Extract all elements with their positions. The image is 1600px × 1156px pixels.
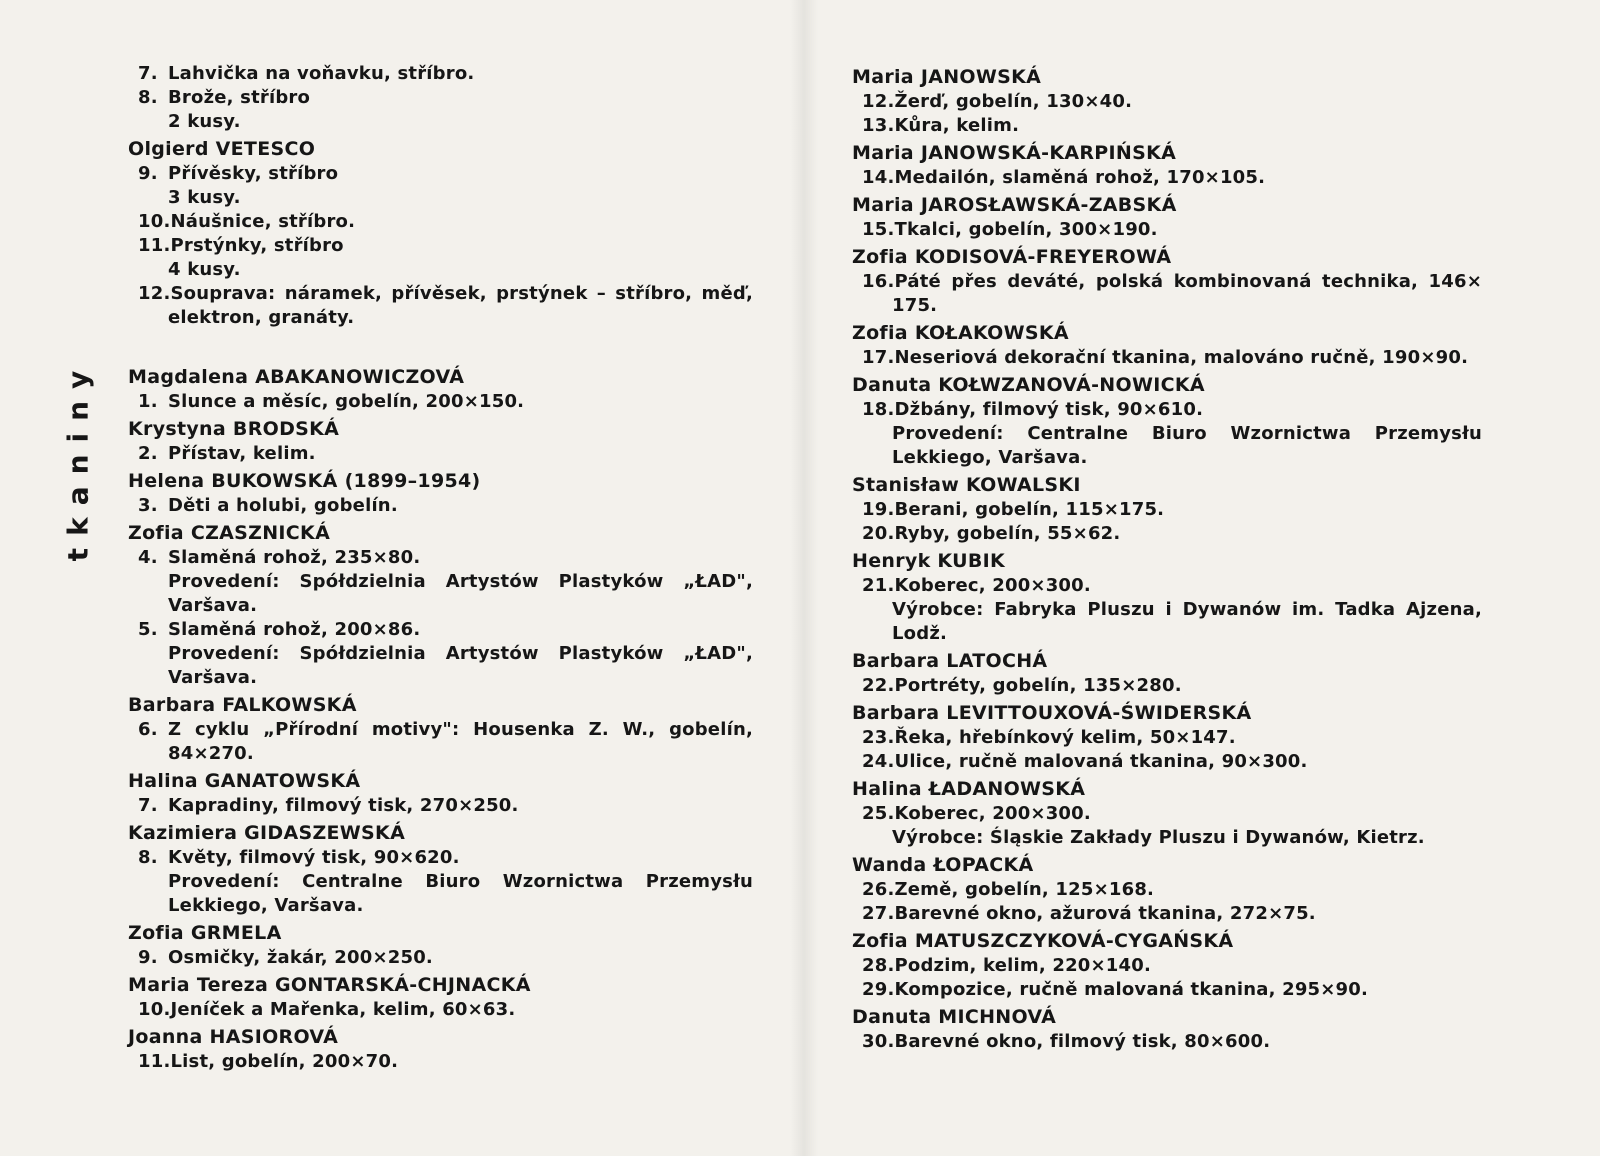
catalog-item: 8. Brože, stříbro <box>138 87 311 108</box>
catalog-item: 17.Neseriová dekorační tkanina, malováno ručně, 190×90. <box>862 347 1469 368</box>
artist-name: Kazimiera GIDASZEWSKÁ <box>128 822 406 844</box>
catalog-item: 6. Z cyklu „Přírodní motivy": Housenka Z. W., gobelín, 84×270. <box>138 719 753 764</box>
catalog-item: 16.Páté přes deváté, polská kombinovaná technika, 146× 175. <box>862 271 1482 316</box>
catalog-item: 29.Kompozice, ručně malovaná tkanina, 295×90. <box>862 979 1369 1000</box>
artist-name: Maria JANOWSKÁ-KARPIŃSKÁ <box>852 142 1177 164</box>
artist-name: Maria JANOWSKÁ <box>852 66 1042 88</box>
catalog-item: 9. Přívěsky, stříbro <box>138 163 339 184</box>
artist-name: Maria Tereza GONTARSKÁ-CHJNACKÁ <box>128 974 531 996</box>
artist-name: Zofia KODISOVÁ-FREYEROWÁ <box>852 246 1172 268</box>
artist-name: Barbara LEVITTOUXOVÁ-ŚWIDERSKÁ <box>852 702 1252 724</box>
artist-name: Joanna HASIOROVÁ <box>128 1026 339 1048</box>
artist-name: Wanda ŁOPACKÁ <box>852 854 1034 876</box>
catalog-item: 18.Džbány, filmový tisk, 90×610. <box>862 399 1204 420</box>
catalog-item: 28.Podzim, kelim, 220×140. <box>862 955 1152 976</box>
artist-name: Zofia KOŁAKOWSKÁ <box>852 322 1069 344</box>
item-note: 2 kusy. <box>168 111 241 132</box>
catalog-item: 5. Slaměná rohož, 200×86. <box>138 619 421 640</box>
catalog-item: 13.Kůra, kelim. <box>862 115 1020 136</box>
catalog-item: 7. Kapradiny, filmový tisk, 270×250. <box>138 795 519 816</box>
artist-name: Halina GANATOWSKÁ <box>128 770 361 792</box>
catalog-item: 3. Děti a holubi, gobelín. <box>138 495 398 516</box>
catalog-item: 4. Slaměná rohož, 235×80. <box>138 547 421 568</box>
catalog-item: 19.Berani, gobelín, 115×175. <box>862 499 1165 520</box>
catalog-item: 12.Souprava: náramek, přívěsek, prstýnek – stříbro, měď, elektron, granáty. <box>138 283 753 328</box>
catalog-item: 11.Prstýnky, stříbro <box>138 235 344 256</box>
artist-name: Krystyna BRODSKÁ <box>128 418 340 440</box>
catalog-item: 24.Ulice, ručně malovaná tkanina, 90×300. <box>862 751 1308 772</box>
item-note: 3 kusy. <box>168 187 241 208</box>
artist-name: Zofia GRMELA <box>128 922 282 944</box>
catalog-item: 14.Medailón, slaměná rohož, 170×105. <box>862 167 1266 188</box>
item-note: Provedení: Spółdzielnia Artystów Plastyków „ŁAD", Varšava. <box>168 571 753 616</box>
artist-name: Magdalena ABAKANOWICZOVÁ <box>128 366 465 388</box>
section-label: tkaniny <box>61 358 95 562</box>
catalog-item: 25.Koberec, 200×300. <box>862 803 1091 824</box>
artist-name: Zofia CZASZNICKÁ <box>128 522 331 544</box>
item-note: Provedení: Spółdzielnia Artystów Plastyków „ŁAD", Varšava. <box>168 643 753 688</box>
right-column <box>852 62 1482 1054</box>
catalog-item: 23.Řeka, hřebínkový kelim, 50×147. <box>862 727 1236 748</box>
artist-name: Barbara FALKOWSKÁ <box>128 694 357 716</box>
catalog-item: 12.Žerď, gobelín, 130×40. <box>862 91 1133 112</box>
catalog-item: 11.List, gobelín, 200×70. <box>138 1051 399 1072</box>
artist-name: Olgierd VETESCO <box>128 138 316 160</box>
catalog-item: 22.Portréty, gobelín, 135×280. <box>862 675 1182 696</box>
catalog-item: 30.Barevné okno, filmový tisk, 80×600. <box>862 1031 1271 1052</box>
catalog-item: 21.Koberec, 200×300. <box>862 575 1091 596</box>
catalog-item: 9. Osmičky, žakár, 200×250. <box>138 947 433 968</box>
left-column <box>128 62 753 1074</box>
catalog-item: 20.Ryby, gobelín, 55×62. <box>862 523 1121 544</box>
item-note: Výrobce: Fabryka Pluszu i Dywanów im. Tadka Ajzena, Lodž. <box>892 599 1482 644</box>
catalog-item: 27.Barevné okno, ažurová tkanina, 272×75. <box>862 903 1316 924</box>
artist-name: Halina ŁADANOWSKÁ <box>852 778 1086 800</box>
artist-name: Stanisław KOWALSKI <box>852 474 1081 496</box>
artist-name: Maria JAROSŁAWSKÁ-ZABSKÁ <box>852 194 1177 216</box>
catalog-item: 10.Náušnice, stříbro. <box>138 211 356 232</box>
item-note: Provedení: Centralne Biuro Wzornictwa Przemysłu Lekkiego, Varšava. <box>168 871 753 916</box>
catalog-item: 26.Země, gobelín, 125×168. <box>862 879 1155 900</box>
item-note: Výrobce: Śląskie Zakłady Pluszu i Dywanów, Kietrz. <box>892 827 1425 848</box>
catalog-item: 2. Přístav, kelim. <box>138 443 316 464</box>
item-note: 4 kusy. <box>168 259 241 280</box>
artist-name: Barbara LATOCHÁ <box>852 650 1048 672</box>
artist-name: Helena BUKOWSKÁ (1899–1954) <box>128 470 481 492</box>
page-spine <box>790 0 818 1156</box>
catalog-item: 10.Jeníček a Mařenka, kelim, 60×63. <box>138 999 516 1020</box>
artist-name: Henryk KUBIK <box>852 550 1006 572</box>
catalog-item: 7. Lahvička na voňavku, stříbro. <box>138 63 475 84</box>
catalog-item: 8. Květy, filmový tisk, 90×620. <box>138 847 460 868</box>
item-note: Provedení: Centralne Biuro Wzornictwa Przemysłu Lekkiego, Varšava. <box>892 423 1482 468</box>
artist-name: Danuta KOŁWZANOVÁ-NOWICKÁ <box>852 374 1205 396</box>
artist-name: Danuta MICHNOVÁ <box>852 1006 1057 1028</box>
catalog-item: 1. Slunce a měsíc, gobelín, 200×150. <box>138 391 525 412</box>
artist-name: Zofia MATUSZCZYKOVÁ-CYGAŃSKÁ <box>852 930 1234 952</box>
catalog-item: 15.Tkalci, gobelín, 300×190. <box>862 219 1158 240</box>
